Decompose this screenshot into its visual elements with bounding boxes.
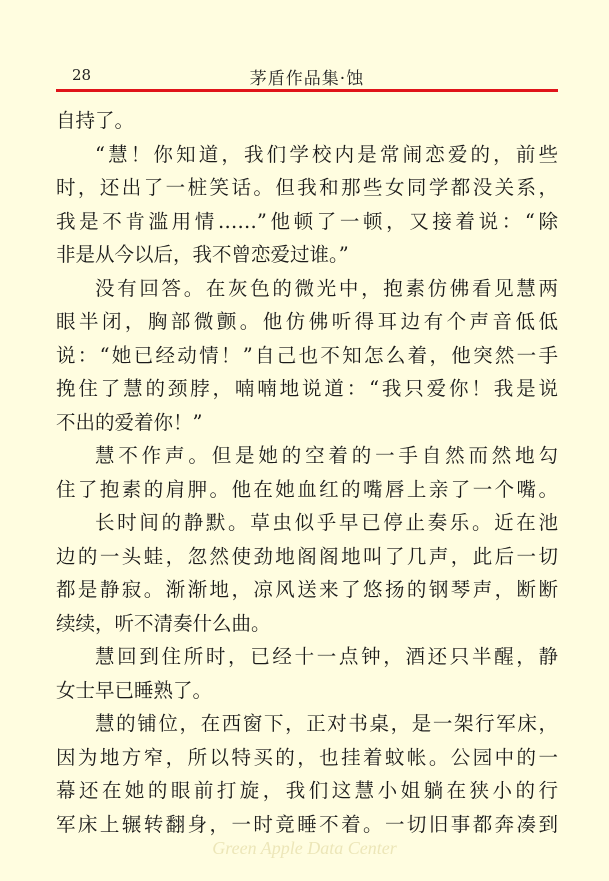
text-line: 没有回答。在灰色的微光中，抱素仿佛看见慧两 <box>95 276 558 300</box>
text-line: 非是从今以后，我不曾恋爱过谁。” <box>56 243 349 266</box>
text-line: 说：“她已经动情！”自己也不知怎么着，他突然一手 <box>56 343 558 367</box>
text-line: 住了抱素的肩胛。他在她血红的嘴唇上亲了一个嘴。 <box>56 477 558 501</box>
text-line: 续续，听不清奏什么曲。 <box>56 611 271 635</box>
text-line: 慧的铺位，在西窗下，正对书桌，是一架行军床， <box>95 712 558 735</box>
text-line: 慧回到住所时，已经十一点钟，酒还只半醒，静 <box>95 645 558 668</box>
text-line: 我是不肯滥用情……”他顿了一顿，又接着说：“除 <box>56 209 558 233</box>
text-line: “慧！你知道，我们学校内是常闹恋爱的，前些 <box>95 142 558 166</box>
page-number: 28 <box>72 66 92 84</box>
text-line: 眼半闭，胸部微颤。他仿佛听得耳边有个声音低低 <box>56 310 558 333</box>
text-line: 自持了。 <box>56 109 135 132</box>
text-line: 边的一头蛙，忽然使劲地阁阁地叫了几声，此后一切 <box>56 544 558 568</box>
text-line: 挽住了慧的颈脖，喃喃地说道：“我只爱你！我是说 <box>56 377 558 400</box>
text-line: 时，还出了一桩笑话。但我和那些女同学都没关系， <box>56 176 558 199</box>
text-line: 因为地方窄，所以特买的，也挂着蚊帐。公园中的一 <box>56 745 558 769</box>
text-line: 女士早已睡熟了。 <box>56 678 213 702</box>
text-line: 都是静寂。渐渐地，凉风送来了悠扬的钢琴声，断断 <box>56 578 558 601</box>
page-header <box>56 62 558 88</box>
text-line: 长时间的静默。草虫似乎早已停止奏乐。近在池 <box>95 511 558 534</box>
watermark: Green Apple Data Center <box>212 838 397 858</box>
header-rule <box>56 89 558 92</box>
text-line: 幕还在她的眼前打旋，我们这慧小姐躺在狭小的行 <box>56 779 558 802</box>
body-text <box>56 104 558 841</box>
running-title: 茅盾作品集·蚀 <box>249 69 365 89</box>
text-line: 军床上辗转翻身，一时竟睡不着。一切旧事都奔凑到 <box>56 812 558 836</box>
text-line: 不出的爱着你！” <box>56 410 203 434</box>
text-line: 慧不作声。但是她的空着的一手自然而然地勾 <box>95 444 558 467</box>
